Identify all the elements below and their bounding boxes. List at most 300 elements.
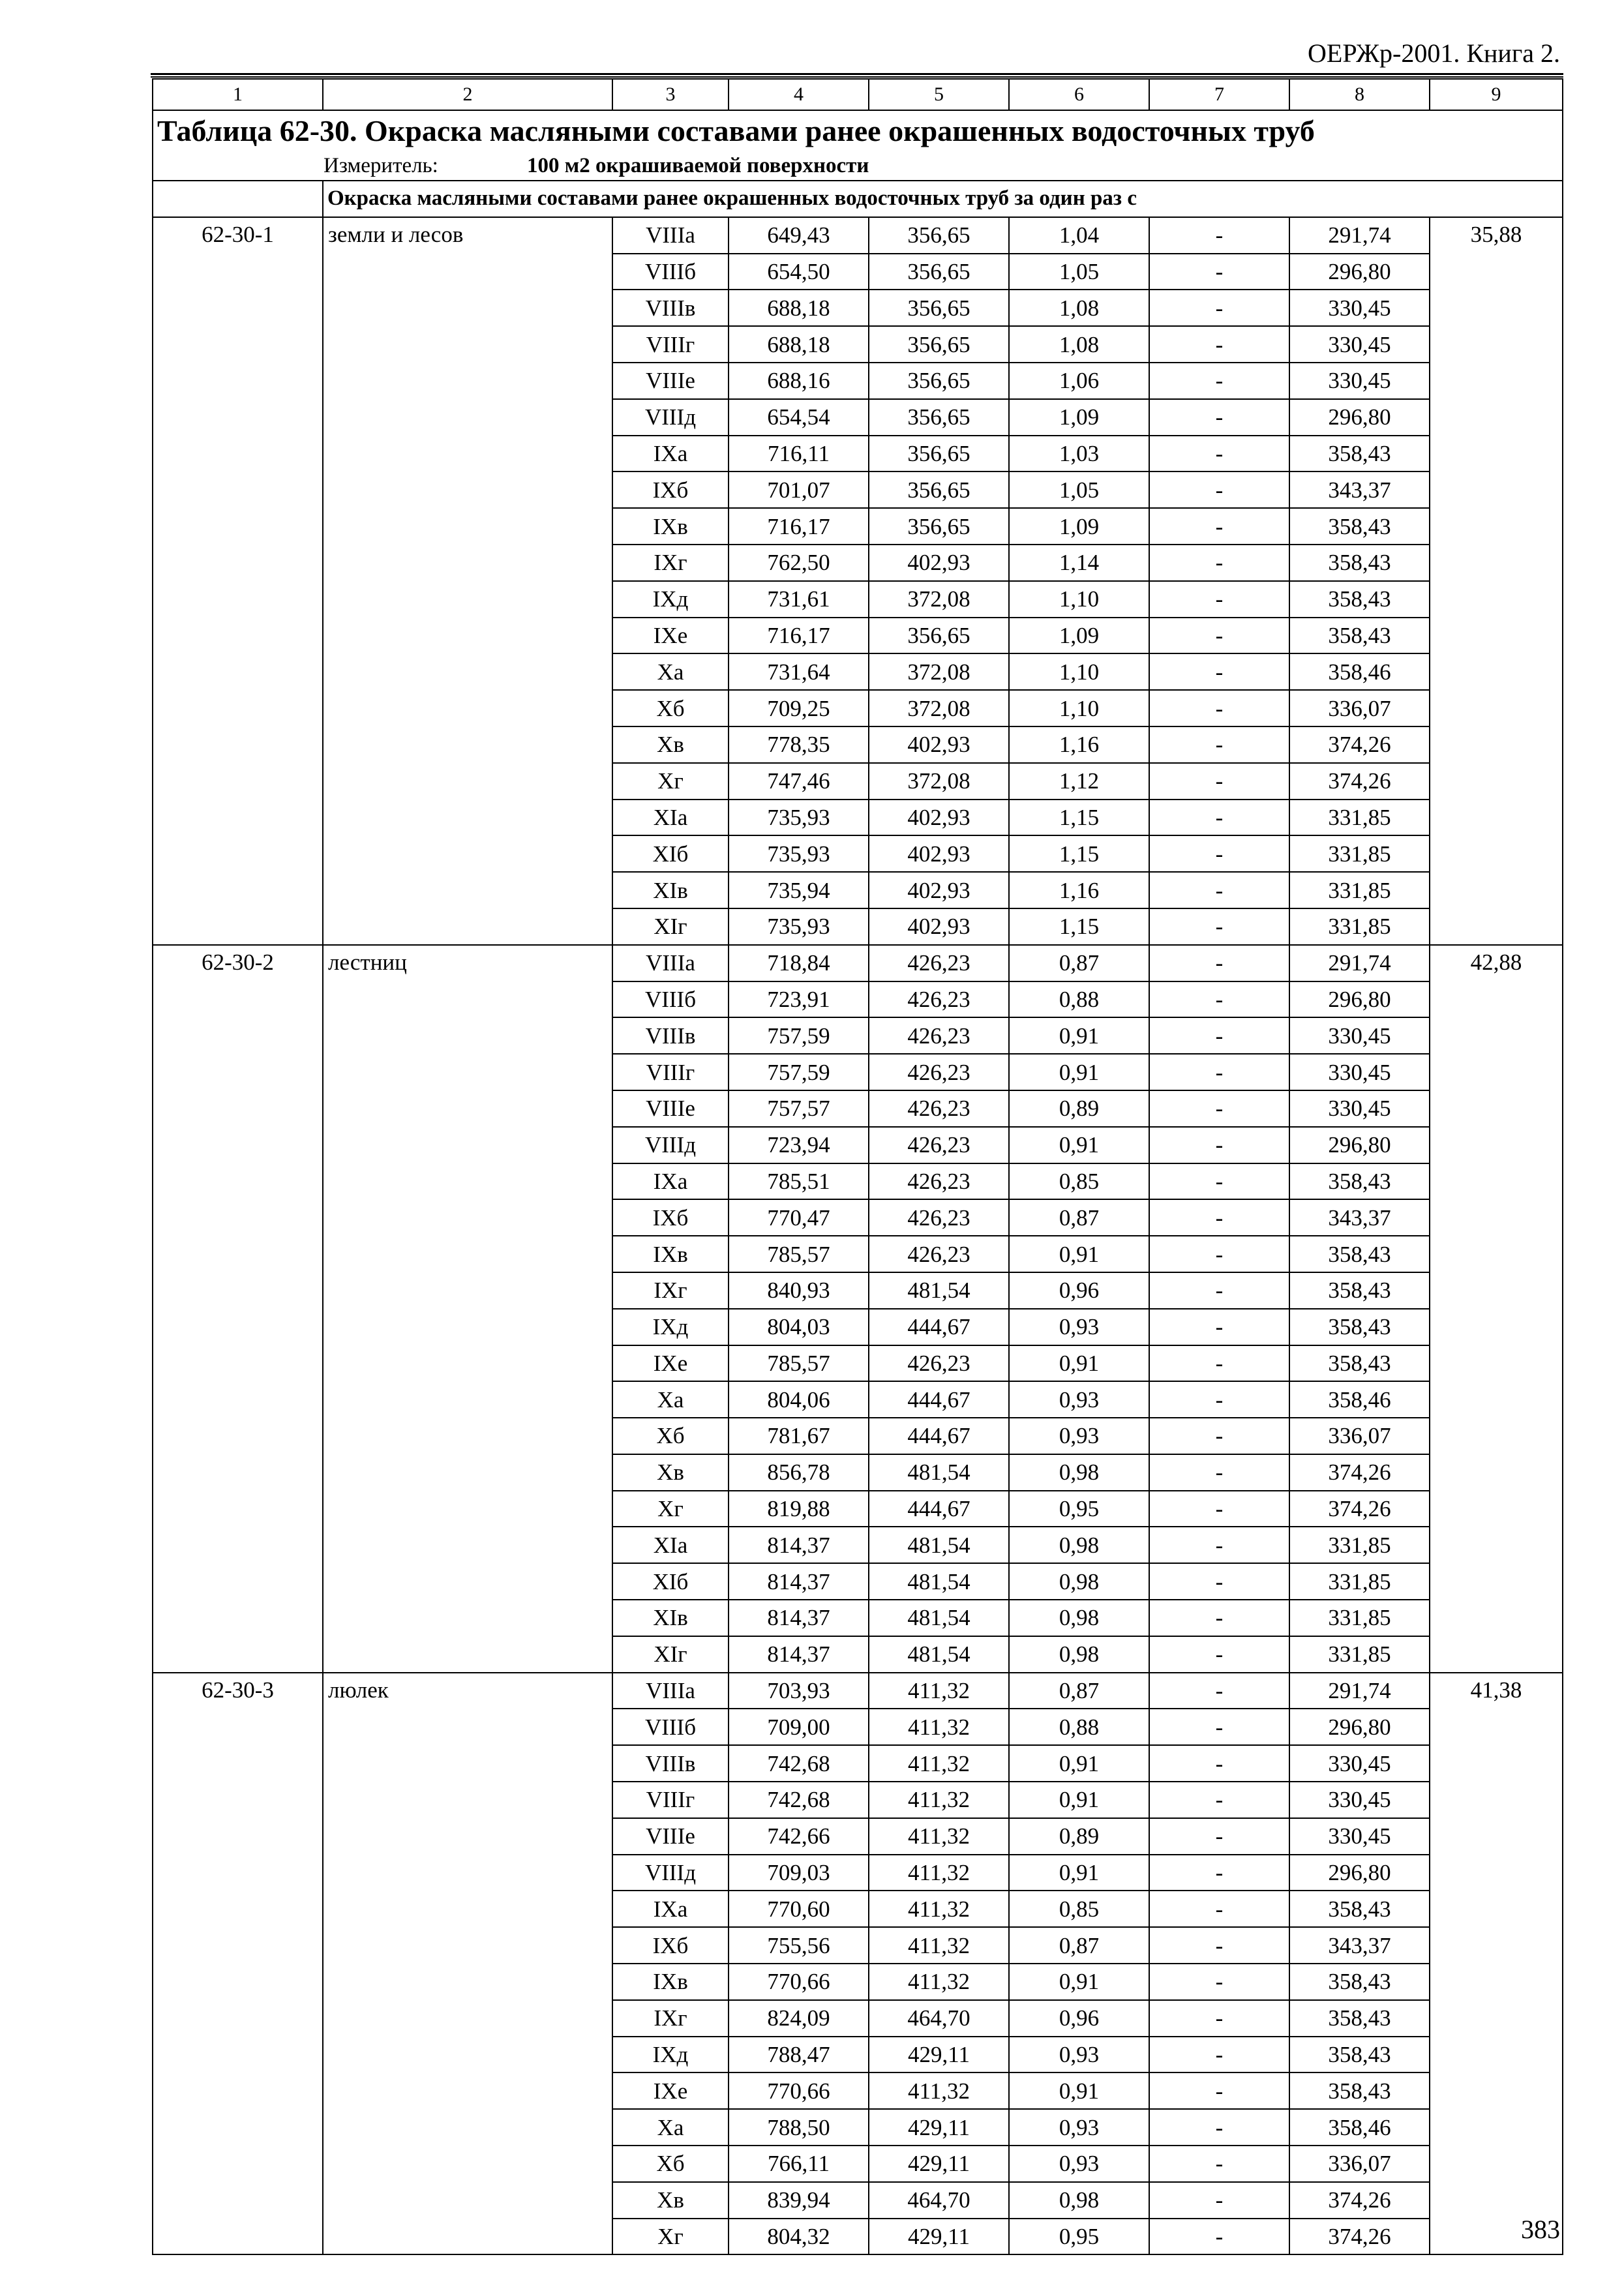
cell-wage-cost: 411,32 [869, 1927, 1009, 1964]
cell-operator-wage: - [1149, 1927, 1289, 1964]
cell-machine-cost: 0,98 [1009, 2182, 1149, 2219]
cell-material-cost: 336,07 [1289, 1418, 1430, 1454]
cell-operator-wage: - [1149, 1309, 1289, 1345]
page-number: 383 [1521, 2215, 1560, 2244]
labor-cost: 41,38 [1430, 1673, 1563, 2255]
cell-operator-wage: - [1149, 835, 1289, 872]
cell-material-cost: 374,26 [1289, 2219, 1430, 2255]
cell-zone: VIIIв [612, 1745, 729, 1782]
cell-total-cost: 814,37 [729, 1527, 869, 1563]
cell-machine-cost: 0,91 [1009, 1127, 1149, 1163]
cell-material-cost: 374,26 [1289, 726, 1430, 763]
cell-material-cost: 358,43 [1289, 508, 1430, 545]
cell-wage-cost: 426,23 [869, 1017, 1009, 1054]
cell-machine-cost: 1,06 [1009, 363, 1149, 399]
cell-total-cost: 804,06 [729, 1381, 869, 1418]
cell-total-cost: 701,07 [729, 471, 869, 508]
cell-material-cost: 330,45 [1289, 1745, 1430, 1782]
cell-machine-cost: 0,98 [1009, 1636, 1149, 1673]
cell-operator-wage: - [1149, 326, 1289, 363]
cell-operator-wage: - [1149, 290, 1289, 326]
cell-total-cost: 742,68 [729, 1782, 869, 1818]
cell-material-cost: 330,45 [1289, 326, 1430, 363]
cell-material-cost: 331,85 [1289, 800, 1430, 836]
cell-machine-cost: 0,89 [1009, 1818, 1149, 1855]
cell-wage-cost: 356,65 [869, 217, 1009, 254]
cell-zone: IXе [612, 618, 729, 654]
cell-machine-cost: 0,87 [1009, 1199, 1149, 1236]
cell-operator-wage: - [1149, 363, 1289, 399]
cell-zone: IXа [612, 1891, 729, 1927]
cell-zone: IXв [612, 508, 729, 545]
cell-wage-cost: 372,08 [869, 690, 1009, 726]
cell-zone: IXв [612, 1964, 729, 2000]
cell-material-cost: 343,37 [1289, 1927, 1430, 1964]
cell-wage-cost: 356,65 [869, 618, 1009, 654]
cell-total-cost: 718,84 [729, 945, 869, 981]
cell-material-cost: 330,45 [1289, 1054, 1430, 1090]
cell-operator-wage: - [1149, 981, 1289, 1018]
cell-operator-wage: - [1149, 618, 1289, 654]
cell-material-cost: 358,43 [1289, 1272, 1430, 1309]
cell-total-cost: 788,50 [729, 2109, 869, 2146]
column-number: 6 [1009, 79, 1149, 110]
cell-wage-cost: 356,65 [869, 363, 1009, 399]
cell-operator-wage: - [1149, 1563, 1289, 1600]
cell-total-cost: 770,66 [729, 2072, 869, 2109]
cell-wage-cost: 464,70 [869, 2182, 1009, 2219]
cell-total-cost: 770,60 [729, 1891, 869, 1927]
cell-material-cost: 358,43 [1289, 1309, 1430, 1345]
cell-wage-cost: 411,32 [869, 1818, 1009, 1855]
cell-total-cost: 762,50 [729, 545, 869, 581]
cell-wage-cost: 481,54 [869, 1563, 1009, 1600]
cell-zone: IXе [612, 2072, 729, 2109]
cell-machine-cost: 0,91 [1009, 1017, 1149, 1054]
cell-machine-cost: 0,87 [1009, 1673, 1149, 1709]
cell-material-cost: 358,43 [1289, 1236, 1430, 1272]
cell-operator-wage: - [1149, 1199, 1289, 1236]
meter-label: Измеритель: [323, 153, 438, 177]
cell-zone: IXд [612, 2037, 729, 2073]
cell-wage-cost: 402,93 [869, 545, 1009, 581]
cell-total-cost: 770,47 [729, 1199, 869, 1236]
cell-total-cost: 778,35 [729, 726, 869, 763]
cell-machine-cost: 1,09 [1009, 399, 1149, 436]
cell-machine-cost: 0,91 [1009, 1964, 1149, 2000]
cell-machine-cost: 0,91 [1009, 1054, 1149, 1090]
cell-zone: XIб [612, 1563, 729, 1600]
cell-wage-cost: 429,11 [869, 2146, 1009, 2182]
cell-wage-cost: 429,11 [869, 2109, 1009, 2146]
cell-machine-cost: 0,89 [1009, 1090, 1149, 1127]
cell-material-cost: 358,46 [1289, 2109, 1430, 2146]
cell-wage-cost: 402,93 [869, 872, 1009, 908]
cell-zone: Xб [612, 1418, 729, 1454]
cell-zone: VIIIе [612, 1818, 729, 1855]
cell-total-cost: 731,64 [729, 653, 869, 690]
cell-material-cost: 331,85 [1289, 835, 1430, 872]
cell-operator-wage: - [1149, 1709, 1289, 1745]
cell-wage-cost: 426,23 [869, 1054, 1009, 1090]
cell-wage-cost: 444,67 [869, 1418, 1009, 1454]
cell-total-cost: 814,37 [729, 1636, 869, 1673]
cell-total-cost: 723,94 [729, 1127, 869, 1163]
meter-row [153, 151, 1563, 181]
cell-material-cost: 296,80 [1289, 399, 1430, 436]
cell-operator-wage: - [1149, 1418, 1289, 1454]
cell-total-cost: 788,47 [729, 2037, 869, 2073]
cell-operator-wage: - [1149, 581, 1289, 618]
cell-machine-cost: 0,93 [1009, 1309, 1149, 1345]
cell-wage-cost: 426,23 [869, 1127, 1009, 1163]
cell-operator-wage: - [1149, 436, 1289, 472]
cell-machine-cost: 1,16 [1009, 872, 1149, 908]
table-title: Таблица 62-30. Окраска масляными составами ранее окрашенных водосточных труб [153, 110, 1563, 151]
cell-material-cost: 331,85 [1289, 1600, 1430, 1636]
cell-total-cost: 735,93 [729, 800, 869, 836]
cell-operator-wage: - [1149, 2037, 1289, 2073]
cell-machine-cost: 1,15 [1009, 800, 1149, 836]
cell-zone: IXе [612, 1345, 729, 1382]
cell-wage-cost: 426,23 [869, 1199, 1009, 1236]
table-row [153, 945, 1563, 981]
cell-wage-cost: 402,93 [869, 726, 1009, 763]
section-title: Окраска масляными составами ранее окрашенных водосточных труб за один раз с [323, 181, 1563, 217]
cell-operator-wage: - [1149, 1454, 1289, 1491]
cell-machine-cost: 0,96 [1009, 2000, 1149, 2037]
cell-zone: VIIIг [612, 326, 729, 363]
cell-material-cost: 296,80 [1289, 1127, 1430, 1163]
cell-zone: IXа [612, 1163, 729, 1200]
cell-wage-cost: 356,65 [869, 326, 1009, 363]
cell-material-cost: 291,74 [1289, 945, 1430, 981]
cell-material-cost: 358,46 [1289, 653, 1430, 690]
cell-total-cost: 785,57 [729, 1236, 869, 1272]
cell-wage-cost: 429,11 [869, 2037, 1009, 2073]
cell-total-cost: 654,50 [729, 254, 869, 290]
cell-machine-cost: 1,05 [1009, 471, 1149, 508]
cell-machine-cost: 0,87 [1009, 945, 1149, 981]
cell-wage-cost: 402,93 [869, 835, 1009, 872]
cell-operator-wage: - [1149, 508, 1289, 545]
meter-value: 100 м2 окрашиваемой поверхности [527, 153, 869, 177]
cell-machine-cost: 1,10 [1009, 690, 1149, 726]
cell-machine-cost: 1,12 [1009, 763, 1149, 800]
cell-machine-cost: 0,85 [1009, 1163, 1149, 1200]
cell-operator-wage: - [1149, 653, 1289, 690]
cell-material-cost: 358,43 [1289, 2072, 1430, 2109]
cell-zone: IXв [612, 1236, 729, 1272]
cell-material-cost: 330,45 [1289, 1818, 1430, 1855]
cell-total-cost: 716,17 [729, 618, 869, 654]
labor-cost: 42,88 [1430, 945, 1563, 1673]
cell-wage-cost: 411,32 [869, 1964, 1009, 2000]
cell-total-cost: 735,93 [729, 835, 869, 872]
cell-wage-cost: 426,23 [869, 1090, 1009, 1127]
cell-machine-cost: 1,08 [1009, 290, 1149, 326]
cell-wage-cost: 356,65 [869, 290, 1009, 326]
cell-operator-wage: - [1149, 1272, 1289, 1309]
cell-machine-cost: 0,88 [1009, 1709, 1149, 1745]
cell-wage-cost: 372,08 [869, 581, 1009, 618]
cell-operator-wage: - [1149, 1090, 1289, 1127]
cell-wage-cost: 444,67 [869, 1491, 1009, 1527]
cell-operator-wage: - [1149, 1163, 1289, 1200]
cell-operator-wage: - [1149, 690, 1289, 726]
cell-machine-cost: 1,05 [1009, 254, 1149, 290]
rate-code: 62-30-2 [153, 945, 323, 1673]
cell-machine-cost: 0,98 [1009, 1600, 1149, 1636]
cell-operator-wage: - [1149, 763, 1289, 800]
cell-zone: VIIIе [612, 1090, 729, 1127]
cell-material-cost: 291,74 [1289, 217, 1430, 254]
cell-operator-wage: - [1149, 2072, 1289, 2109]
column-number: 8 [1289, 79, 1430, 110]
cell-operator-wage: - [1149, 2219, 1289, 2255]
cell-machine-cost: 1,09 [1009, 618, 1149, 654]
cell-operator-wage: - [1149, 2182, 1289, 2219]
cell-operator-wage: - [1149, 800, 1289, 836]
cell-total-cost: 716,11 [729, 436, 869, 472]
cell-total-cost: 716,17 [729, 508, 869, 545]
cell-machine-cost: 1,10 [1009, 581, 1149, 618]
cell-operator-wage: - [1149, 1127, 1289, 1163]
cell-total-cost: 766,11 [729, 2146, 869, 2182]
cell-machine-cost: 1,03 [1009, 436, 1149, 472]
cell-wage-cost: 402,93 [869, 800, 1009, 836]
cell-machine-cost: 0,93 [1009, 1381, 1149, 1418]
column-number: 5 [869, 79, 1009, 110]
cell-total-cost: 755,56 [729, 1927, 869, 1964]
cell-material-cost: 358,43 [1289, 545, 1430, 581]
cell-machine-cost: 0,91 [1009, 1782, 1149, 1818]
cell-zone: XIв [612, 1600, 729, 1636]
cell-material-cost: 358,43 [1289, 581, 1430, 618]
cell-material-cost: 296,80 [1289, 981, 1430, 1018]
cell-operator-wage: - [1149, 1891, 1289, 1927]
cell-zone: IXб [612, 1927, 729, 1964]
cell-zone: Xг [612, 1491, 729, 1527]
cell-total-cost: 688,18 [729, 326, 869, 363]
cell-operator-wage: - [1149, 1527, 1289, 1563]
cell-total-cost: 742,66 [729, 1818, 869, 1855]
cell-total-cost: 819,88 [729, 1491, 869, 1527]
cell-zone: IXб [612, 1199, 729, 1236]
cell-material-cost: 374,26 [1289, 763, 1430, 800]
cell-machine-cost: 0,91 [1009, 1855, 1149, 1891]
cell-zone: XIг [612, 1636, 729, 1673]
cell-total-cost: 723,91 [729, 981, 869, 1018]
cell-machine-cost: 0,93 [1009, 2109, 1149, 2146]
cell-material-cost: 330,45 [1289, 1017, 1430, 1054]
cell-wage-cost: 411,32 [869, 2072, 1009, 2109]
cell-total-cost: 856,78 [729, 1454, 869, 1491]
cell-material-cost: 296,80 [1289, 1709, 1430, 1745]
cell-zone: VIIIб [612, 254, 729, 290]
cell-zone: Xб [612, 690, 729, 726]
cell-wage-cost: 411,32 [869, 1673, 1009, 1709]
cell-zone: VIIIа [612, 945, 729, 981]
cell-wage-cost: 481,54 [869, 1600, 1009, 1636]
cell-material-cost: 358,46 [1289, 1381, 1430, 1418]
cell-wage-cost: 356,65 [869, 399, 1009, 436]
cell-total-cost: 757,59 [729, 1017, 869, 1054]
cell-wage-cost: 411,32 [869, 1709, 1009, 1745]
cell-material-cost: 331,85 [1289, 1527, 1430, 1563]
rate-code: 62-30-3 [153, 1673, 323, 2255]
cell-material-cost: 330,45 [1289, 1090, 1430, 1127]
work-name: лестниц [323, 945, 612, 1673]
cell-material-cost: 336,07 [1289, 2146, 1430, 2182]
labor-cost: 35,88 [1430, 217, 1563, 945]
cell-zone: IXг [612, 2000, 729, 2037]
cell-operator-wage: - [1149, 2146, 1289, 2182]
cell-total-cost: 735,93 [729, 908, 869, 945]
cell-operator-wage: - [1149, 2109, 1289, 2146]
cell-material-cost: 291,74 [1289, 1673, 1430, 1709]
cell-zone: Xг [612, 2219, 729, 2255]
cell-zone: VIIIг [612, 1782, 729, 1818]
cell-zone: IXб [612, 471, 729, 508]
cell-machine-cost: 1,14 [1009, 545, 1149, 581]
cell-material-cost: 330,45 [1289, 1782, 1430, 1818]
cell-zone: Xа [612, 653, 729, 690]
cell-machine-cost: 0,85 [1009, 1891, 1149, 1927]
cell-zone: VIIIе [612, 363, 729, 399]
cell-zone: IXг [612, 545, 729, 581]
cell-operator-wage: - [1149, 2000, 1289, 2037]
cell-zone: VIIIд [612, 399, 729, 436]
rate-code: 62-30-1 [153, 217, 323, 945]
cell-wage-cost: 411,32 [869, 1782, 1009, 1818]
cell-operator-wage: - [1149, 1636, 1289, 1673]
cell-zone: Xв [612, 1454, 729, 1491]
cell-zone: Xг [612, 763, 729, 800]
section-row [153, 181, 1563, 217]
cell-zone: XIб [612, 835, 729, 872]
cell-material-cost: 330,45 [1289, 363, 1430, 399]
cell-operator-wage: - [1149, 399, 1289, 436]
cell-material-cost: 343,37 [1289, 1199, 1430, 1236]
cell-zone: VIIIв [612, 290, 729, 326]
cell-machine-cost: 0,95 [1009, 1491, 1149, 1527]
cell-operator-wage: - [1149, 726, 1289, 763]
cell-operator-wage: - [1149, 254, 1289, 290]
cell-operator-wage: - [1149, 1381, 1289, 1418]
cell-wage-cost: 444,67 [869, 1381, 1009, 1418]
cell-wage-cost: 411,32 [869, 1745, 1009, 1782]
cell-material-cost: 331,85 [1289, 1563, 1430, 1600]
cell-wage-cost: 481,54 [869, 1527, 1009, 1563]
cell-material-cost: 331,85 [1289, 1636, 1430, 1673]
cell-total-cost: 688,18 [729, 290, 869, 326]
cell-material-cost: 358,43 [1289, 2037, 1430, 2073]
column-number: 1 [153, 79, 323, 110]
cell-wage-cost: 411,32 [869, 1855, 1009, 1891]
cell-machine-cost: 1,10 [1009, 653, 1149, 690]
cell-wage-cost: 356,65 [869, 471, 1009, 508]
meter-cell [153, 151, 1563, 181]
cell-total-cost: 747,46 [729, 763, 869, 800]
cell-material-cost: 331,85 [1289, 872, 1430, 908]
cell-machine-cost: 1,09 [1009, 508, 1149, 545]
cell-zone: IXд [612, 581, 729, 618]
cell-total-cost: 840,93 [729, 1272, 869, 1309]
cell-total-cost: 839,94 [729, 2182, 869, 2219]
cell-wage-cost: 426,23 [869, 1345, 1009, 1382]
cell-machine-cost: 1,15 [1009, 835, 1149, 872]
cell-material-cost: 358,43 [1289, 2000, 1430, 2037]
cell-total-cost: 781,67 [729, 1418, 869, 1454]
column-number: 4 [729, 79, 869, 110]
cell-machine-cost: 0,98 [1009, 1454, 1149, 1491]
cell-machine-cost: 0,93 [1009, 1418, 1149, 1454]
cell-zone: Xв [612, 2182, 729, 2219]
cell-zone: IXд [612, 1309, 729, 1345]
cell-zone: Xб [612, 2146, 729, 2182]
cell-operator-wage: - [1149, 908, 1289, 945]
cell-zone: Xа [612, 2109, 729, 2146]
table-title-row [153, 110, 1563, 151]
cell-total-cost: 814,37 [729, 1563, 869, 1600]
cell-wage-cost: 426,23 [869, 1163, 1009, 1200]
cell-machine-cost: 0,93 [1009, 2037, 1149, 2073]
cell-total-cost: 757,57 [729, 1090, 869, 1127]
column-number: 9 [1430, 79, 1563, 110]
cell-zone: XIг [612, 908, 729, 945]
cell-zone: VIIIа [612, 1673, 729, 1709]
cell-wage-cost: 356,65 [869, 508, 1009, 545]
cell-material-cost: 358,43 [1289, 1964, 1430, 2000]
cell-machine-cost: 1,15 [1009, 908, 1149, 945]
cell-material-cost: 296,80 [1289, 1855, 1430, 1891]
cell-zone: VIIIд [612, 1855, 729, 1891]
cell-zone: IXа [612, 436, 729, 472]
cell-material-cost: 358,43 [1289, 1345, 1430, 1382]
cell-operator-wage: - [1149, 1017, 1289, 1054]
column-number: 3 [612, 79, 729, 110]
cell-operator-wage: - [1149, 217, 1289, 254]
cell-material-cost: 374,26 [1289, 2182, 1430, 2219]
cell-total-cost: 814,37 [729, 1600, 869, 1636]
cell-operator-wage: - [1149, 1600, 1289, 1636]
cell-wage-cost: 464,70 [869, 2000, 1009, 2037]
cell-total-cost: 709,00 [729, 1709, 869, 1745]
cell-operator-wage: - [1149, 1054, 1289, 1090]
cell-machine-cost: 0,91 [1009, 1345, 1149, 1382]
work-name: люлек [323, 1673, 612, 2255]
cell-total-cost: 804,32 [729, 2219, 869, 2255]
cell-zone: VIIIв [612, 1017, 729, 1054]
cell-zone: VIIIб [612, 981, 729, 1018]
cell-machine-cost: 1,04 [1009, 217, 1149, 254]
cell-wage-cost: 356,65 [869, 436, 1009, 472]
cell-operator-wage: - [1149, 1491, 1289, 1527]
header-rule-bottom [151, 76, 1563, 78]
cell-total-cost: 649,43 [729, 217, 869, 254]
cell-total-cost: 785,57 [729, 1345, 869, 1382]
cell-total-cost: 735,94 [729, 872, 869, 908]
column-number: 2 [323, 79, 612, 110]
cell-wage-cost: 411,32 [869, 1891, 1009, 1927]
column-number-row [153, 79, 1563, 110]
cell-material-cost: 374,26 [1289, 1454, 1430, 1491]
cell-wage-cost: 426,23 [869, 1236, 1009, 1272]
cell-wage-cost: 481,54 [869, 1454, 1009, 1491]
cell-total-cost: 709,25 [729, 690, 869, 726]
cell-operator-wage: - [1149, 1855, 1289, 1891]
